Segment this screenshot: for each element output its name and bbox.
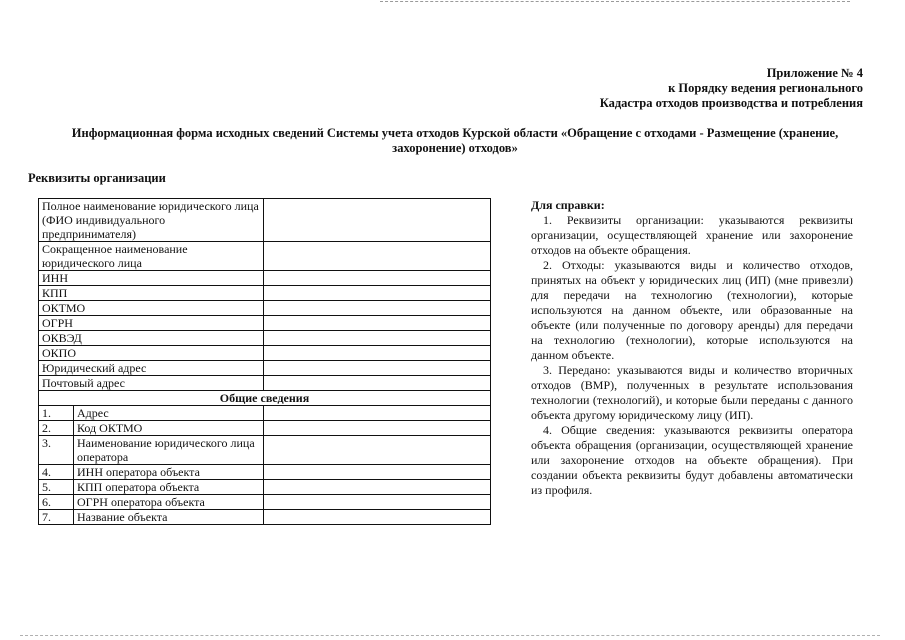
field-value-cell[interactable] (264, 376, 491, 391)
help-note (531, 198, 853, 498)
table-row (39, 510, 491, 525)
table-row (39, 316, 491, 331)
table-row (39, 301, 491, 316)
field-value-cell[interactable] (264, 421, 491, 436)
field-value-cell[interactable] (264, 271, 491, 286)
field-value-cell[interactable] (264, 480, 491, 495)
table-row (39, 495, 491, 510)
scan-artifact-bottom (20, 635, 880, 636)
table-row (39, 242, 491, 271)
field-label: Название объекта (74, 510, 264, 525)
table-row (39, 271, 491, 286)
table-row (39, 331, 491, 346)
table-row (39, 376, 491, 391)
field-label: Почтовый адрес (39, 376, 264, 391)
field-label: ИНН оператора объекта (74, 465, 264, 480)
field-value-cell[interactable] (264, 465, 491, 480)
appendix-number: Приложение № 4 (766, 66, 863, 80)
scan-artifact-top (380, 1, 850, 2)
field-label: КПП оператора объекта (74, 480, 264, 495)
appendix-cadastre: Кадастра отходов производства и потребления (599, 96, 863, 110)
field-value-cell[interactable] (264, 199, 491, 242)
field-label: ОКТМО (39, 301, 264, 316)
table-row (39, 286, 491, 301)
row-number: 5. (39, 480, 74, 495)
field-label: ОГРН (39, 316, 264, 331)
field-label: ОКПО (39, 346, 264, 361)
field-label: Юридический адрес (39, 361, 264, 376)
row-number: 2. (39, 421, 74, 436)
field-value-cell[interactable] (264, 510, 491, 525)
table-row (39, 421, 491, 436)
row-number: 4. (39, 465, 74, 480)
form-title: Информационная форма исходных сведений Системы учета отходов Курской области «Обращение с отходами - Размещение (хранение, захоронение) отходов» (71, 126, 839, 155)
general-info-header: Общие сведения (39, 391, 491, 406)
field-label: Полное наименование юридического лица (ФИО индивидуального предпринимателя) (39, 199, 264, 242)
appendix-reference: к Порядку ведения регионального (668, 81, 863, 95)
field-value-cell[interactable] (264, 242, 491, 271)
field-label: Наименование юридического лица оператора (74, 436, 264, 465)
field-label: Код ОКТМО (74, 421, 264, 436)
field-label: Сокращенное наименование юридического лица (39, 242, 264, 271)
field-label: КПП (39, 286, 264, 301)
field-value-cell[interactable] (264, 436, 491, 465)
row-number: 1. (39, 406, 74, 421)
field-value-cell[interactable] (264, 286, 491, 301)
field-value-cell[interactable] (264, 316, 491, 331)
field-label: ИНН (39, 271, 264, 286)
field-value-cell[interactable] (264, 301, 491, 316)
table-row (39, 436, 491, 465)
field-value-cell[interactable] (264, 361, 491, 376)
field-label: ОКВЭД (39, 331, 264, 346)
table-row (39, 465, 491, 480)
field-value-cell[interactable] (264, 331, 491, 346)
table-row (39, 406, 491, 421)
appendix-header (600, 66, 863, 111)
field-label: Адрес (74, 406, 264, 421)
field-label: ОГРН оператора объекта (74, 495, 264, 510)
help-item: 3. Передано: указываются виды и количество вторичных отходов (ВМР), полученных в результате использования технологии (технологий), и которые были переданы с данного объекта другому юридическому лицу (ИП). (531, 363, 853, 422)
row-number: 7. (39, 510, 74, 525)
help-item: 4. Общие сведения: указываются реквизиты оператора объекта обращения (организации, осуществляющей хранение или захоронение отходов на объекте обращения). При создании объекта реквизиты будут добавлены автоматически из профиля. (531, 423, 853, 497)
requisites-table (38, 198, 491, 525)
table-row (39, 391, 491, 406)
row-number: 3. (39, 436, 74, 465)
table-row (39, 346, 491, 361)
help-item: 2. Отходы: указываются виды и количество отходов, принятых на объект у юридических лиц (ИП) (мне привезли) для передачи на технологию (технологии), которые используются на данном объекте, или образованные на объекте (или полученные по договору аренды) для передачи на технологию (технологии), которые используются на данном объекте. (531, 258, 853, 362)
help-title: Для справки: (531, 198, 605, 212)
help-item: 1. Реквизиты организации: указываются реквизиты организации, осуществляющей хранение или захоронение отходов на объекте обращения. (531, 213, 853, 257)
field-value-cell[interactable] (264, 495, 491, 510)
table-row (39, 480, 491, 495)
section-title: Реквизиты организации (28, 171, 166, 185)
field-value-cell[interactable] (264, 406, 491, 421)
table-row (39, 199, 491, 242)
table-row (39, 361, 491, 376)
row-number: 6. (39, 495, 74, 510)
field-value-cell[interactable] (264, 346, 491, 361)
